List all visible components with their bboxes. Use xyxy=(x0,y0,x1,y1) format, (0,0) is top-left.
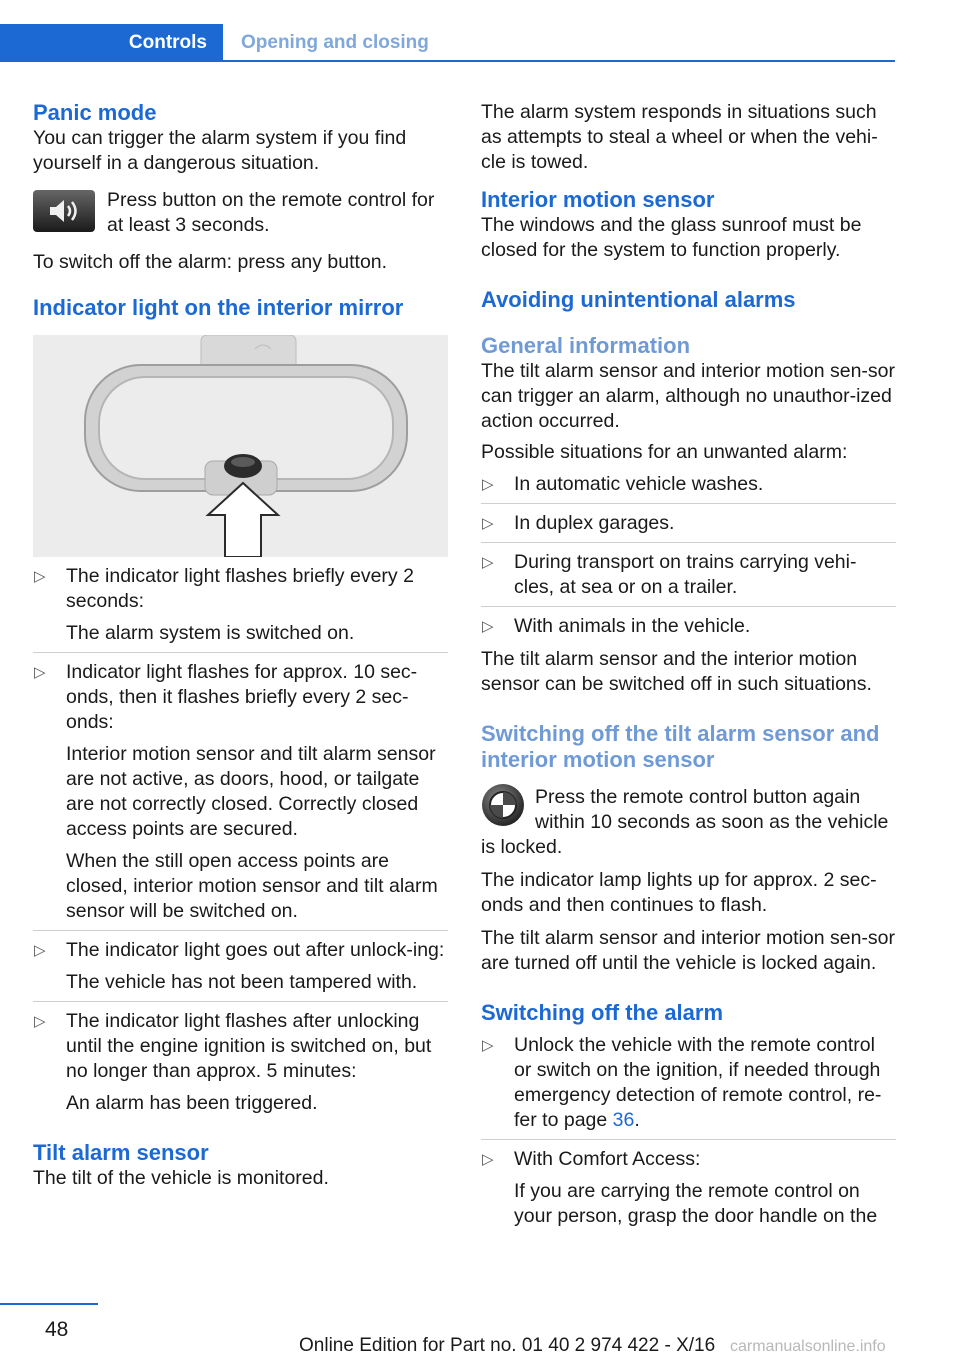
list-item-subtext: If you are carrying the remote control on your person, grasp the door handle on the xyxy=(514,1180,878,1227)
triangle-bullet-icon: ▷ xyxy=(482,618,494,635)
list-item-text: Unlock the vehicle with the remote control or switch on the ignition, if needed through emergency detection of remote control, re‐fer to page 36. xyxy=(514,1034,882,1131)
list-item-text: The indicator light flashes after unlocking until the engine ignition is switched on, but no longer than approx. 5 minutes: xyxy=(66,1010,432,1082)
list-item-text: Indicator light flashes for approx. 10 sec‐onds, then it flashes briefly every 2 sec‐onds: xyxy=(66,661,418,733)
list-item xyxy=(481,550,896,607)
list-item-text: With animals in the vehicle. xyxy=(514,615,751,637)
edition-text: Online Edition for Part no. 01 40 2 974 422 - X/16 xyxy=(299,1335,716,1356)
list-item xyxy=(33,660,448,931)
switch-possible-text: The tilt alarm sensor and the interior motion sensor can be switched off in such situations. xyxy=(481,648,872,695)
panic-button-icon xyxy=(33,190,95,232)
list-item xyxy=(481,1033,896,1140)
triangle-bullet-icon: ▷ xyxy=(482,1151,494,1168)
list-item xyxy=(33,1009,448,1116)
list-item xyxy=(481,614,896,639)
section-tab-controls[interactable]: Controls xyxy=(0,24,223,62)
list-item xyxy=(33,938,448,1002)
list-item xyxy=(481,511,896,543)
right-column xyxy=(481,100,896,1229)
interior-mirror-illustration xyxy=(33,335,448,557)
avoiding-alarms-heading: Avoiding unintentional alarms xyxy=(481,287,796,312)
watermark: carmanualsonline.info xyxy=(730,1338,886,1355)
left-column xyxy=(33,100,448,1191)
triangle-bullet-icon: ▷ xyxy=(34,568,46,585)
lamp-text: The indicator lamp lights up for approx. 2 sec‐onds and then continues to flash. xyxy=(481,869,877,916)
page-link[interactable]: 36 xyxy=(612,1109,635,1131)
general-info-text: The tilt alarm sensor and interior motion sen‐sor can trigger an alarm, although no unauthor‐ized action occurred. xyxy=(481,360,896,432)
list-item xyxy=(33,564,448,653)
off-until-text: The tilt alarm sensor and interior motion sen‐sor are turned off until the vehicle is locked again. xyxy=(481,927,896,974)
list-item-subtext: An alarm has been triggered. xyxy=(66,1092,318,1114)
list-item xyxy=(481,1147,896,1229)
triangle-bullet-icon: ▷ xyxy=(34,664,46,681)
triangle-bullet-icon: ▷ xyxy=(482,1037,494,1054)
list-item-text: The indicator light flashes briefly every 2 seconds: xyxy=(66,565,414,612)
situations-list xyxy=(481,472,896,639)
triangle-bullet-icon: ▷ xyxy=(482,554,494,571)
list-item-text: The indicator light goes out after unlock‐ing: xyxy=(66,939,445,961)
tilt-alarm-text: The tilt of the vehicle is monitored. xyxy=(33,1167,329,1189)
list-item-subtext: The vehicle has not been tampered with. xyxy=(66,971,418,993)
panic-instruction xyxy=(33,188,448,238)
switch-instruction xyxy=(481,785,896,860)
bmw-logo-button-icon xyxy=(481,783,531,833)
panic-off-text: To switch off the alarm: press any button. xyxy=(33,251,388,273)
panic-mode-heading: Panic mode xyxy=(33,100,157,125)
section-tab-opening-closing[interactable]: Opening and closing xyxy=(241,32,429,53)
switch-off-sensors-heading: Switching off the tilt alarm sensor and interior motion sensor xyxy=(481,721,880,772)
panic-instruction-text: Press button on the remote control for at least 3 seconds. xyxy=(107,189,435,236)
page-number: 48 xyxy=(45,1318,69,1341)
indicator-light-heading: Indicator light on the interior mirror xyxy=(33,295,404,320)
footer-line xyxy=(0,1303,98,1305)
list-item-subtext: The alarm system is switched on. xyxy=(66,622,355,644)
triangle-bullet-icon: ▷ xyxy=(482,476,494,493)
triangle-bullet-icon: ▷ xyxy=(34,942,46,959)
possible-situations-text: Possible situations for an unwanted alarm: xyxy=(481,441,848,463)
list-item-text: With Comfort Access: xyxy=(514,1148,701,1170)
tilt-alarm-heading: Tilt alarm sensor xyxy=(33,1140,209,1165)
triangle-bullet-icon: ▷ xyxy=(34,1013,46,1030)
list-item xyxy=(481,472,896,504)
panic-mode-text: You can trigger the alarm system if you find yourself in a dangerous situation. xyxy=(33,127,407,174)
interior-motion-heading: Interior motion sensor xyxy=(481,187,715,212)
switch-off-alarm-heading: Switching off the alarm xyxy=(481,1000,724,1025)
general-info-heading: General information xyxy=(481,333,691,358)
list-item-text: In automatic vehicle washes. xyxy=(514,473,764,495)
triangle-bullet-icon: ▷ xyxy=(482,515,494,532)
switch-instruction-text: Press the remote control button again within 10 seconds as soon as the vehicle is locked. xyxy=(481,786,889,858)
list-item-subtext: Interior motion sensor and tilt alarm sensor are not active, as doors, hood, or tailgate are not correctly closed. Correctly closed access points are secured. xyxy=(66,743,436,840)
alarm-off-list xyxy=(481,1033,896,1229)
tilt-alarm-continued: The alarm system responds in situations such as attempts to steal a wheel or when the vehi‐cle is towed. xyxy=(481,101,878,173)
header-underline xyxy=(0,60,895,62)
list-item-text: In duplex garages. xyxy=(514,512,675,534)
list-item-subtext: When the still open access points are closed, interior motion sensor and tilt alarm sensor will be switched on. xyxy=(66,850,438,922)
list-item-text: During transport on trains carrying vehi‐cles, at sea or on a trailer. xyxy=(514,551,857,598)
indicator-list xyxy=(33,564,448,1116)
interior-motion-text: The windows and the glass sunroof must be closed for the system to function properly. xyxy=(481,214,862,261)
